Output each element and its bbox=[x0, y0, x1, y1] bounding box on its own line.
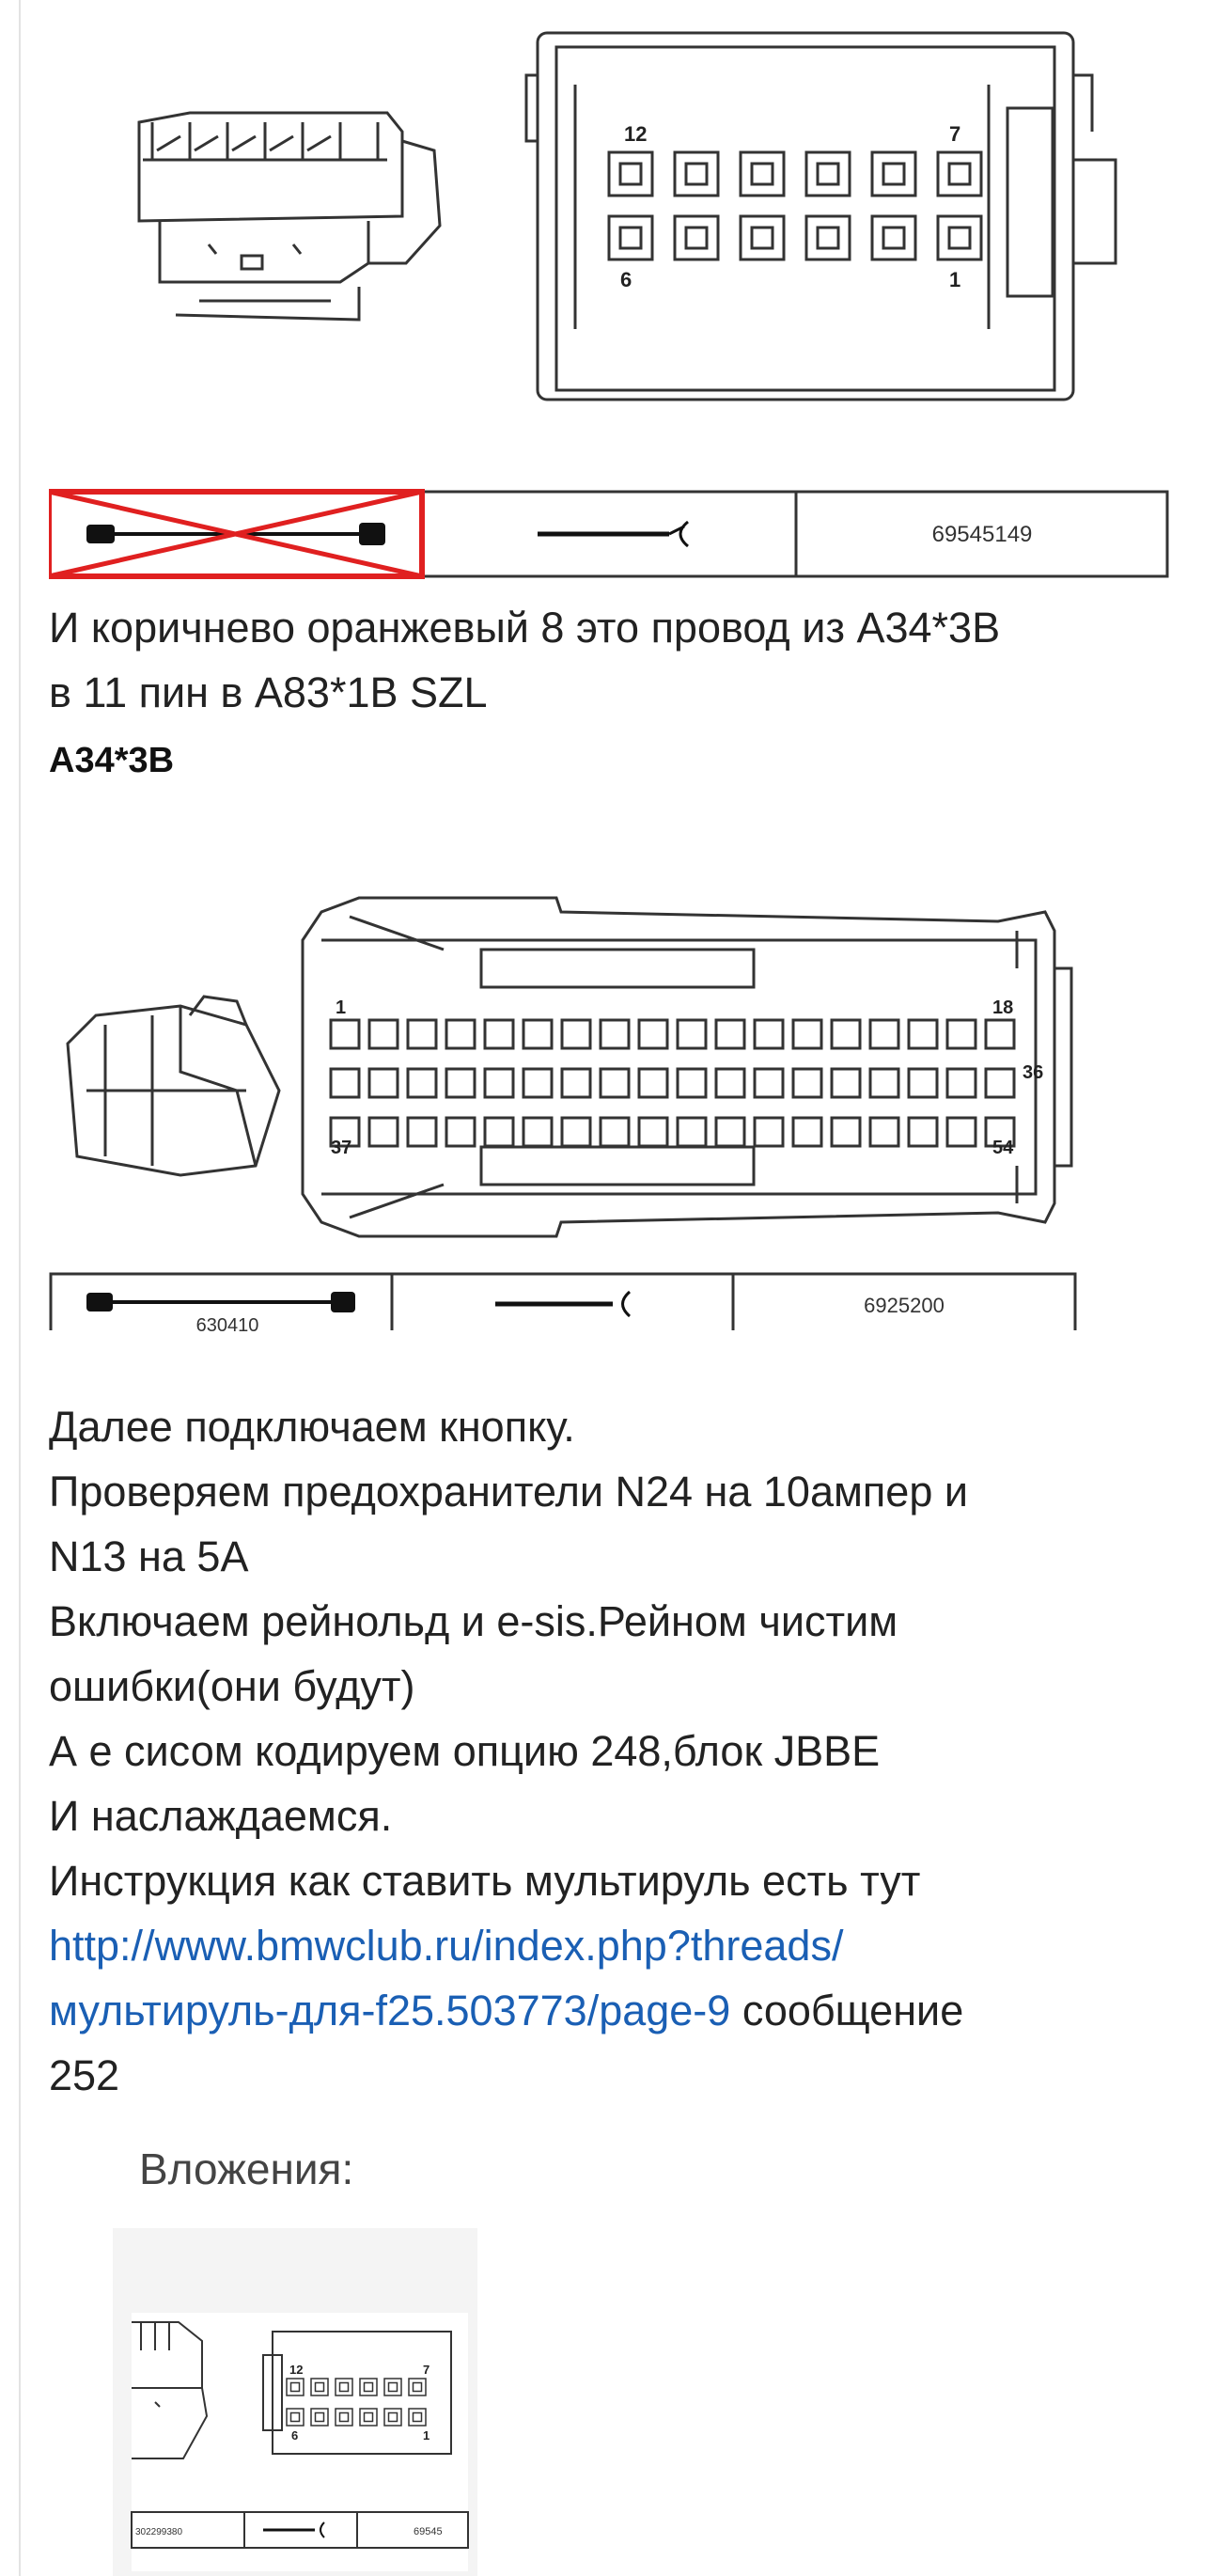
pin-cell bbox=[446, 1118, 475, 1146]
pin-cell bbox=[601, 1118, 629, 1146]
attachments-label: Вложения: bbox=[139, 2144, 354, 2193]
thumb-pin-label-12: 12 bbox=[289, 2363, 304, 2377]
pin-contact bbox=[949, 164, 970, 184]
connector-title: A34*3B bbox=[49, 741, 175, 780]
thumb-pin-label-6: 6 bbox=[291, 2428, 299, 2442]
text-line: Проверяем предохранители N24 на 10ампер и bbox=[49, 1468, 968, 1516]
pin-cell bbox=[609, 152, 652, 196]
pin-cell bbox=[639, 1118, 667, 1146]
pin-label-1: 1 bbox=[336, 997, 347, 1018]
thumb-pin-label-7: 7 bbox=[423, 2363, 430, 2377]
pin-cell bbox=[369, 1118, 398, 1146]
pin-cell bbox=[909, 1069, 937, 1097]
connector-3d-sketch-small bbox=[68, 997, 279, 1175]
text-line: И коричнево оранжевый 8 это провод из A34*3B bbox=[49, 604, 1001, 652]
pin-cell bbox=[675, 216, 718, 259]
pin-cell bbox=[793, 1118, 821, 1146]
thumb-pin-label-1: 1 bbox=[423, 2428, 430, 2442]
pin-cell bbox=[741, 216, 784, 259]
pin-cell bbox=[369, 1069, 398, 1097]
link-line bbox=[49, 1978, 1177, 2043]
text-line: А е сисом кодируем опцию 248,блок JBBE bbox=[49, 1727, 881, 1775]
pin-cell bbox=[639, 1069, 667, 1097]
pin-cell bbox=[485, 1118, 513, 1146]
wire-table bbox=[49, 492, 1167, 576]
pin-cell bbox=[716, 1118, 744, 1146]
pin-cell bbox=[408, 1118, 436, 1146]
pin-cell bbox=[601, 1069, 629, 1097]
pin-label-18: 18 bbox=[992, 997, 1014, 1018]
pin-cell bbox=[678, 1069, 706, 1097]
pin-cell bbox=[446, 1069, 475, 1097]
part-number-left: 630410 bbox=[195, 1315, 259, 1336]
pin-cell bbox=[870, 1020, 898, 1048]
pin-label-1: 1 bbox=[949, 268, 961, 291]
pin-cell bbox=[408, 1069, 436, 1097]
pin-cell bbox=[562, 1020, 590, 1048]
pin-cell bbox=[523, 1069, 552, 1097]
pin-cell bbox=[938, 216, 981, 259]
pin-cell bbox=[938, 152, 981, 196]
pin-label-7: 7 bbox=[949, 122, 961, 146]
pin-contact bbox=[686, 164, 707, 184]
pin-cell bbox=[716, 1069, 744, 1097]
pin-cell bbox=[755, 1069, 783, 1097]
pin-cell bbox=[331, 1069, 359, 1097]
post-text-2 bbox=[49, 1394, 1177, 2108]
pin-cell bbox=[755, 1020, 783, 1048]
pin-cell bbox=[872, 152, 915, 196]
pin-contact bbox=[620, 228, 641, 248]
pin-grid-54 bbox=[331, 1020, 1014, 1146]
pin-cell bbox=[369, 1020, 398, 1048]
thumbnail-image bbox=[113, 2228, 477, 2576]
wire-end-icon bbox=[538, 522, 688, 546]
post-text-1 bbox=[49, 595, 1177, 725]
pin-cell bbox=[601, 1020, 629, 1048]
pin-cell bbox=[639, 1020, 667, 1048]
pin-contact bbox=[686, 228, 707, 248]
text-line: ошибки(они будут) bbox=[49, 1662, 415, 1710]
forum-link-part1[interactable]: http://www.bmwclub.ru/index.php?threads/ bbox=[49, 1922, 844, 1970]
pin-contact bbox=[620, 164, 641, 184]
pin-cell bbox=[909, 1118, 937, 1146]
pin-cell bbox=[741, 152, 784, 196]
pin-label-36: 36 bbox=[1023, 1062, 1044, 1083]
pin-cell bbox=[832, 1118, 860, 1146]
connector-3d-sketch bbox=[139, 113, 440, 320]
pin-grid-12 bbox=[609, 152, 981, 259]
pin-cell bbox=[523, 1020, 552, 1048]
pin-contact bbox=[949, 228, 970, 248]
wire-end-icon bbox=[495, 1292, 630, 1316]
pin-cell bbox=[806, 152, 850, 196]
text-line: Далее подключаем кнопку. bbox=[49, 1403, 575, 1451]
pin-cell bbox=[872, 216, 915, 259]
pin-cell bbox=[870, 1069, 898, 1097]
text-line: в 11 пин в A83*1B SZL bbox=[49, 668, 488, 716]
wire-table-2 bbox=[51, 1274, 1075, 1336]
pin-cell bbox=[562, 1118, 590, 1146]
pin-contact bbox=[818, 164, 838, 184]
pin-cell bbox=[947, 1020, 976, 1048]
pin-cell bbox=[986, 1069, 1014, 1097]
text-line: И наслаждаемся. bbox=[49, 1792, 393, 1840]
pin-cell bbox=[408, 1020, 436, 1048]
pin-cell bbox=[793, 1020, 821, 1048]
pin-cell bbox=[609, 216, 652, 259]
pin-contact bbox=[752, 164, 773, 184]
pin-cell bbox=[947, 1069, 976, 1097]
connector-54pin-figure bbox=[49, 809, 1173, 1382]
pin-contact bbox=[752, 228, 773, 248]
pin-cell bbox=[485, 1069, 513, 1097]
pin-cell bbox=[675, 152, 718, 196]
pin-cell bbox=[909, 1020, 937, 1048]
text-line: 252 bbox=[49, 2051, 120, 2099]
pin-cell bbox=[331, 1020, 359, 1048]
pin-cell bbox=[832, 1069, 860, 1097]
pin-label-12: 12 bbox=[624, 122, 648, 146]
pin-cell bbox=[446, 1020, 475, 1048]
text-line: Включаем рейнольд и e-sis.Рейном чистим bbox=[49, 1597, 898, 1645]
pin-cell bbox=[678, 1020, 706, 1048]
thumb-part-left: 302299380 bbox=[135, 2527, 183, 2537]
thumb-part-right: 69545 bbox=[414, 2526, 443, 2537]
pin-cell bbox=[523, 1118, 552, 1146]
pin-cell bbox=[716, 1020, 744, 1048]
forum-link-part2[interactable]: мультируль-для-f25.503773/page-9 bbox=[49, 1987, 731, 2034]
connector-face-view-54 bbox=[303, 898, 1071, 1236]
pin-contact bbox=[883, 164, 904, 184]
connector-12pin-figure bbox=[49, 19, 1173, 583]
pin-label-37: 37 bbox=[331, 1138, 352, 1158]
part-number: 69545149 bbox=[931, 522, 1033, 547]
pin-cell bbox=[870, 1118, 898, 1146]
text-line: Инструкция как ставить мультируль есть тут bbox=[49, 1857, 921, 1905]
part-number-right: 6925200 bbox=[864, 1294, 945, 1317]
pin-label-54: 54 bbox=[992, 1138, 1014, 1158]
pin-cell bbox=[832, 1020, 860, 1048]
content-border bbox=[19, 0, 21, 2576]
text-line: N13 на 5A bbox=[49, 1532, 249, 1580]
pin-cell bbox=[562, 1069, 590, 1097]
pin-cell bbox=[755, 1118, 783, 1146]
pin-contact bbox=[883, 228, 904, 248]
pin-cell bbox=[485, 1020, 513, 1048]
text-fragment: сообщение bbox=[730, 1987, 964, 2034]
pin-cell bbox=[947, 1118, 976, 1146]
link-line bbox=[49, 1913, 1177, 1978]
pin-cell bbox=[793, 1069, 821, 1097]
pin-contact bbox=[818, 228, 838, 248]
attachment-thumbnail[interactable] bbox=[113, 2228, 477, 2576]
pin-cell bbox=[986, 1020, 1014, 1048]
pin-label-6: 6 bbox=[620, 268, 632, 291]
pin-cell bbox=[806, 216, 850, 259]
cable-icon bbox=[86, 1292, 355, 1312]
pin-cell bbox=[678, 1118, 706, 1146]
